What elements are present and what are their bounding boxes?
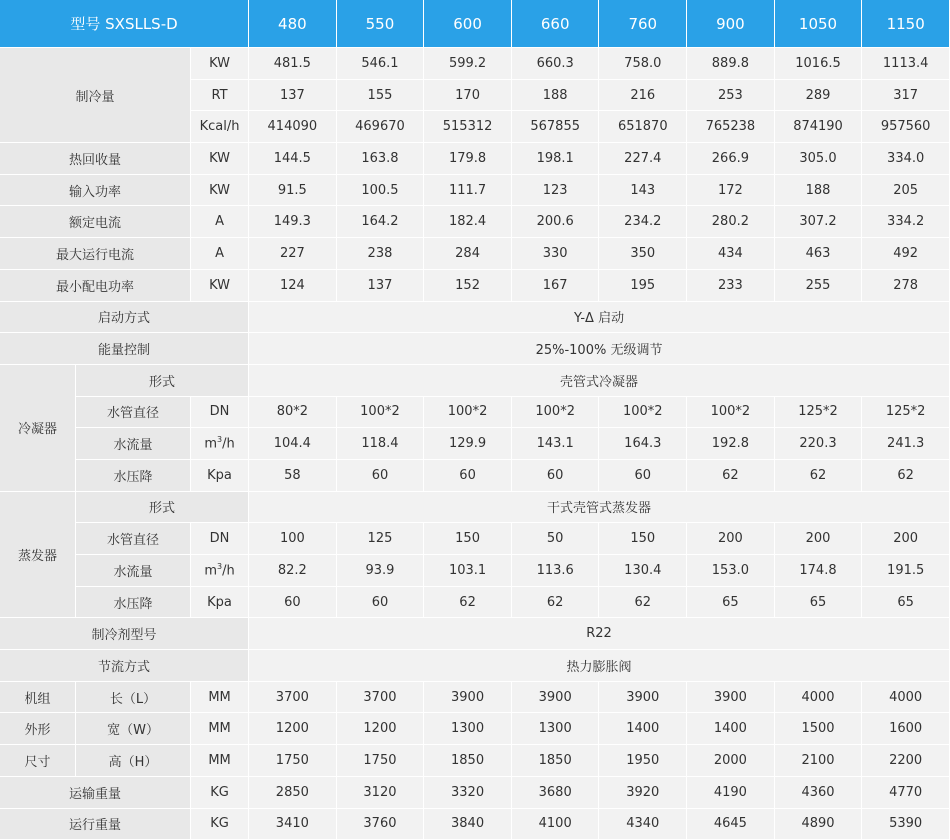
value-cell: 317	[862, 80, 950, 112]
span-value: 干式壳管式蒸发器	[249, 492, 950, 524]
value-cell: 60	[512, 460, 600, 492]
unit-cell: A	[191, 238, 249, 270]
table-row	[0, 48, 950, 80]
unit-cell: MM	[191, 713, 249, 745]
unit-sup: 3	[217, 435, 222, 444]
value-cell: 100*2	[337, 397, 425, 429]
value-cell: 144.5	[249, 143, 337, 175]
value-cell: 651870	[599, 111, 687, 143]
value-cell: 3410	[249, 809, 337, 840]
value-cell: 113.6	[512, 555, 600, 587]
value-cell: 65	[862, 587, 950, 619]
value-cell: 205	[862, 175, 950, 207]
value-cell: 4770	[862, 777, 950, 809]
unit-cell: DN	[191, 397, 249, 429]
value-cell: 1400	[687, 713, 775, 745]
value-cell: 198.1	[512, 143, 600, 175]
value-cell: 125*2	[775, 397, 863, 429]
value-cell: 1850	[512, 745, 600, 777]
span-value: R22	[249, 618, 950, 650]
value-cell: 4000	[775, 682, 863, 714]
value-cell: 4340	[599, 809, 687, 840]
value-cell: 463	[775, 238, 863, 270]
value-cell: 481.5	[249, 48, 337, 80]
unit-cell: KW	[191, 48, 249, 80]
span-value: 25%-100% 无级调节	[249, 333, 950, 365]
model-480: 480	[249, 0, 337, 48]
header-row	[0, 0, 950, 48]
value-cell: 4360	[775, 777, 863, 809]
value-cell: 152	[424, 270, 512, 302]
value-cell: 334.2	[862, 206, 950, 238]
value-cell: 4100	[512, 809, 600, 840]
row-label: 高（H）	[76, 745, 191, 777]
value-cell: 200.6	[512, 206, 600, 238]
value-cell: 1300	[512, 713, 600, 745]
value-cell: 1750	[249, 745, 337, 777]
value-cell: 1600	[862, 713, 950, 745]
value-cell: 1113.4	[862, 48, 950, 80]
value-cell: 3700	[337, 682, 425, 714]
value-cell: 216	[599, 80, 687, 112]
value-cell: 4890	[775, 809, 863, 840]
value-cell: 60	[599, 460, 687, 492]
value-cell: 253	[687, 80, 775, 112]
unit-tail: /h	[222, 564, 235, 579]
table-row	[0, 206, 950, 238]
value-cell: 957560	[862, 111, 950, 143]
value-cell: 188	[512, 80, 600, 112]
value-cell: 1950	[599, 745, 687, 777]
value-cell: 58	[249, 460, 337, 492]
value-cell: 2000	[687, 745, 775, 777]
value-cell: 200	[862, 523, 950, 555]
value-cell: 188	[775, 175, 863, 207]
value-cell: 1850	[424, 745, 512, 777]
value-cell: 182.4	[424, 206, 512, 238]
row-label: 长（L）	[76, 682, 191, 714]
table-row	[0, 523, 950, 555]
model-900: 900	[687, 0, 775, 48]
value-cell: 164.2	[337, 206, 425, 238]
value-cell: 65	[687, 587, 775, 619]
value-cell: 137	[337, 270, 425, 302]
row-label: 额定电流	[0, 206, 191, 238]
row-label: 制冷剂型号	[0, 618, 249, 650]
value-cell: 492	[862, 238, 950, 270]
value-cell: 289	[775, 80, 863, 112]
value-cell: 234.2	[599, 206, 687, 238]
unit-cell: DN	[191, 523, 249, 555]
unit-base: m	[204, 564, 217, 579]
row-label: 能量控制	[0, 333, 249, 365]
value-cell: 2850	[249, 777, 337, 809]
value-cell: 80*2	[249, 397, 337, 429]
table-row	[0, 713, 950, 745]
value-cell: 874190	[775, 111, 863, 143]
value-cell: 125*2	[862, 397, 950, 429]
table-row	[0, 460, 950, 492]
table-row	[0, 143, 950, 175]
table-row	[0, 302, 950, 334]
row-label: 水管直径	[76, 397, 191, 429]
table-row	[0, 777, 950, 809]
value-cell: 62	[687, 460, 775, 492]
value-cell: 660.3	[512, 48, 600, 80]
value-cell: 191.5	[862, 555, 950, 587]
value-cell: 4645	[687, 809, 775, 840]
table-row	[0, 809, 950, 840]
dim-label-1: 机组	[0, 682, 76, 714]
unit-base: m	[204, 437, 217, 452]
row-label: 水压降	[76, 587, 191, 619]
value-cell: 60	[424, 460, 512, 492]
value-cell: 60	[337, 587, 425, 619]
value-cell: 3320	[424, 777, 512, 809]
value-cell: 3760	[337, 809, 425, 840]
value-cell: 50	[512, 523, 600, 555]
row-label: 运行重量	[0, 809, 191, 840]
row-label: 形式	[76, 492, 249, 524]
row-label: 最大运行电流	[0, 238, 191, 270]
value-cell: 3900	[687, 682, 775, 714]
value-cell: 758.0	[599, 48, 687, 80]
model-550: 550	[337, 0, 425, 48]
spec-body	[0, 48, 950, 840]
unit-cell	[191, 428, 249, 460]
row-label: 最小配电功率	[0, 270, 191, 302]
value-cell: 305.0	[775, 143, 863, 175]
row-label: 输入功率	[0, 175, 191, 207]
value-cell: 100.5	[337, 175, 425, 207]
value-cell: 164.3	[599, 428, 687, 460]
value-cell: 192.8	[687, 428, 775, 460]
unit-cell	[191, 555, 249, 587]
unit-cell: RT	[191, 80, 249, 112]
value-cell: 255	[775, 270, 863, 302]
value-cell: 167	[512, 270, 600, 302]
table-row	[0, 682, 950, 714]
value-cell: 227	[249, 238, 337, 270]
model-660: 660	[512, 0, 600, 48]
value-cell: 2200	[862, 745, 950, 777]
value-cell: 103.1	[424, 555, 512, 587]
table-row	[0, 270, 950, 302]
model-1150: 1150	[862, 0, 950, 48]
unit-cell: Kpa	[191, 460, 249, 492]
value-cell: 889.8	[687, 48, 775, 80]
row-label: 热回收量	[0, 143, 191, 175]
value-cell: 434	[687, 238, 775, 270]
value-cell: 143.1	[512, 428, 600, 460]
row-label: 宽（W）	[76, 713, 191, 745]
table-row	[0, 745, 950, 777]
table-row	[0, 618, 950, 650]
value-cell: 200	[687, 523, 775, 555]
value-cell: 3900	[424, 682, 512, 714]
value-cell: 82.2	[249, 555, 337, 587]
value-cell: 1016.5	[775, 48, 863, 80]
unit-cell: KW	[191, 143, 249, 175]
value-cell: 280.2	[687, 206, 775, 238]
value-cell: 100*2	[687, 397, 775, 429]
value-cell: 5390	[862, 809, 950, 840]
value-cell: 3120	[337, 777, 425, 809]
unit-cell: A	[191, 206, 249, 238]
value-cell: 546.1	[337, 48, 425, 80]
value-cell: 100*2	[424, 397, 512, 429]
model-760: 760	[599, 0, 687, 48]
value-cell: 200	[775, 523, 863, 555]
unit-cell: Kcal/h	[191, 111, 249, 143]
value-cell: 238	[337, 238, 425, 270]
row-label: 运输重量	[0, 777, 191, 809]
unit-cell: KG	[191, 809, 249, 840]
value-cell: 150	[424, 523, 512, 555]
value-cell: 2100	[775, 745, 863, 777]
value-cell: 170	[424, 80, 512, 112]
table-row	[0, 650, 950, 682]
value-cell: 278	[862, 270, 950, 302]
value-cell: 62	[599, 587, 687, 619]
value-cell: 350	[599, 238, 687, 270]
unit-cell: MM	[191, 682, 249, 714]
table-row	[0, 428, 950, 460]
table-row	[0, 555, 950, 587]
table-row	[0, 333, 950, 365]
value-cell: 100*2	[512, 397, 600, 429]
value-cell: 227.4	[599, 143, 687, 175]
value-cell: 567855	[512, 111, 600, 143]
value-cell: 515312	[424, 111, 512, 143]
value-cell: 4000	[862, 682, 950, 714]
row-label: 水管直径	[76, 523, 191, 555]
value-cell: 149.3	[249, 206, 337, 238]
value-cell: 334.0	[862, 143, 950, 175]
unit-cell: KW	[191, 270, 249, 302]
value-cell: 62	[512, 587, 600, 619]
value-cell: 469670	[337, 111, 425, 143]
value-cell: 153.0	[687, 555, 775, 587]
value-cell: 172	[687, 175, 775, 207]
value-cell: 62	[775, 460, 863, 492]
unit-cell: KW	[191, 175, 249, 207]
value-cell: 266.9	[687, 143, 775, 175]
value-cell: 284	[424, 238, 512, 270]
value-cell: 111.7	[424, 175, 512, 207]
table-row	[0, 238, 950, 270]
value-cell: 195	[599, 270, 687, 302]
group-label-evaporator: 蒸发器	[0, 492, 76, 619]
row-label: 启动方式	[0, 302, 249, 334]
value-cell: 62	[424, 587, 512, 619]
value-cell: 414090	[249, 111, 337, 143]
value-cell: 3900	[599, 682, 687, 714]
value-cell: 100	[249, 523, 337, 555]
value-cell: 307.2	[775, 206, 863, 238]
value-cell: 1200	[337, 713, 425, 745]
value-cell: 60	[249, 587, 337, 619]
value-cell: 241.3	[862, 428, 950, 460]
value-cell: 220.3	[775, 428, 863, 460]
value-cell: 1500	[775, 713, 863, 745]
dim-label-2: 外形	[0, 713, 76, 745]
table-row	[0, 492, 950, 524]
value-cell: 93.9	[337, 555, 425, 587]
value-cell: 179.8	[424, 143, 512, 175]
unit-cell: Kpa	[191, 587, 249, 619]
value-cell: 100*2	[599, 397, 687, 429]
span-value: 热力膨胀阀	[249, 650, 950, 682]
value-cell: 3700	[249, 682, 337, 714]
table-row	[0, 175, 950, 207]
value-cell: 60	[337, 460, 425, 492]
value-cell: 123	[512, 175, 600, 207]
row-label: 形式	[76, 365, 249, 397]
value-cell: 118.4	[337, 428, 425, 460]
value-cell: 3920	[599, 777, 687, 809]
dim-label-3: 尺寸	[0, 745, 76, 777]
group-label-condenser: 冷凝器	[0, 365, 76, 492]
value-cell: 130.4	[599, 555, 687, 587]
value-cell: 155	[337, 80, 425, 112]
value-cell: 1750	[337, 745, 425, 777]
value-cell: 1400	[599, 713, 687, 745]
value-cell: 174.8	[775, 555, 863, 587]
unit-cell: MM	[191, 745, 249, 777]
row-label: 水流量	[76, 555, 191, 587]
table-row	[0, 587, 950, 619]
row-label: 水流量	[76, 428, 191, 460]
unit-sup: 3	[217, 562, 222, 571]
row-label: 节流方式	[0, 650, 249, 682]
value-cell: 1300	[424, 713, 512, 745]
model-600: 600	[424, 0, 512, 48]
table-row	[0, 365, 950, 397]
model-1050: 1050	[775, 0, 863, 48]
value-cell: 129.9	[424, 428, 512, 460]
value-cell: 3840	[424, 809, 512, 840]
value-cell: 62	[862, 460, 950, 492]
value-cell: 163.8	[337, 143, 425, 175]
value-cell: 1200	[249, 713, 337, 745]
value-cell: 3680	[512, 777, 600, 809]
row-label-cooling: 制冷量	[0, 48, 191, 143]
value-cell: 765238	[687, 111, 775, 143]
value-cell: 330	[512, 238, 600, 270]
value-cell: 143	[599, 175, 687, 207]
value-cell: 124	[249, 270, 337, 302]
value-cell: 91.5	[249, 175, 337, 207]
value-cell: 125	[337, 523, 425, 555]
span-value: 壳管式冷凝器	[249, 365, 950, 397]
span-value: Y-Δ 启动	[249, 302, 950, 334]
value-cell: 3900	[512, 682, 600, 714]
table-row	[0, 397, 950, 429]
value-cell: 65	[775, 587, 863, 619]
unit-tail: /h	[222, 437, 235, 452]
model-label: 型号 SXSLLS-D	[0, 0, 249, 48]
row-label: 水压降	[76, 460, 191, 492]
value-cell: 150	[599, 523, 687, 555]
value-cell: 233	[687, 270, 775, 302]
value-cell: 599.2	[424, 48, 512, 80]
value-cell: 4190	[687, 777, 775, 809]
value-cell: 137	[249, 80, 337, 112]
value-cell: 104.4	[249, 428, 337, 460]
unit-cell: KG	[191, 777, 249, 809]
